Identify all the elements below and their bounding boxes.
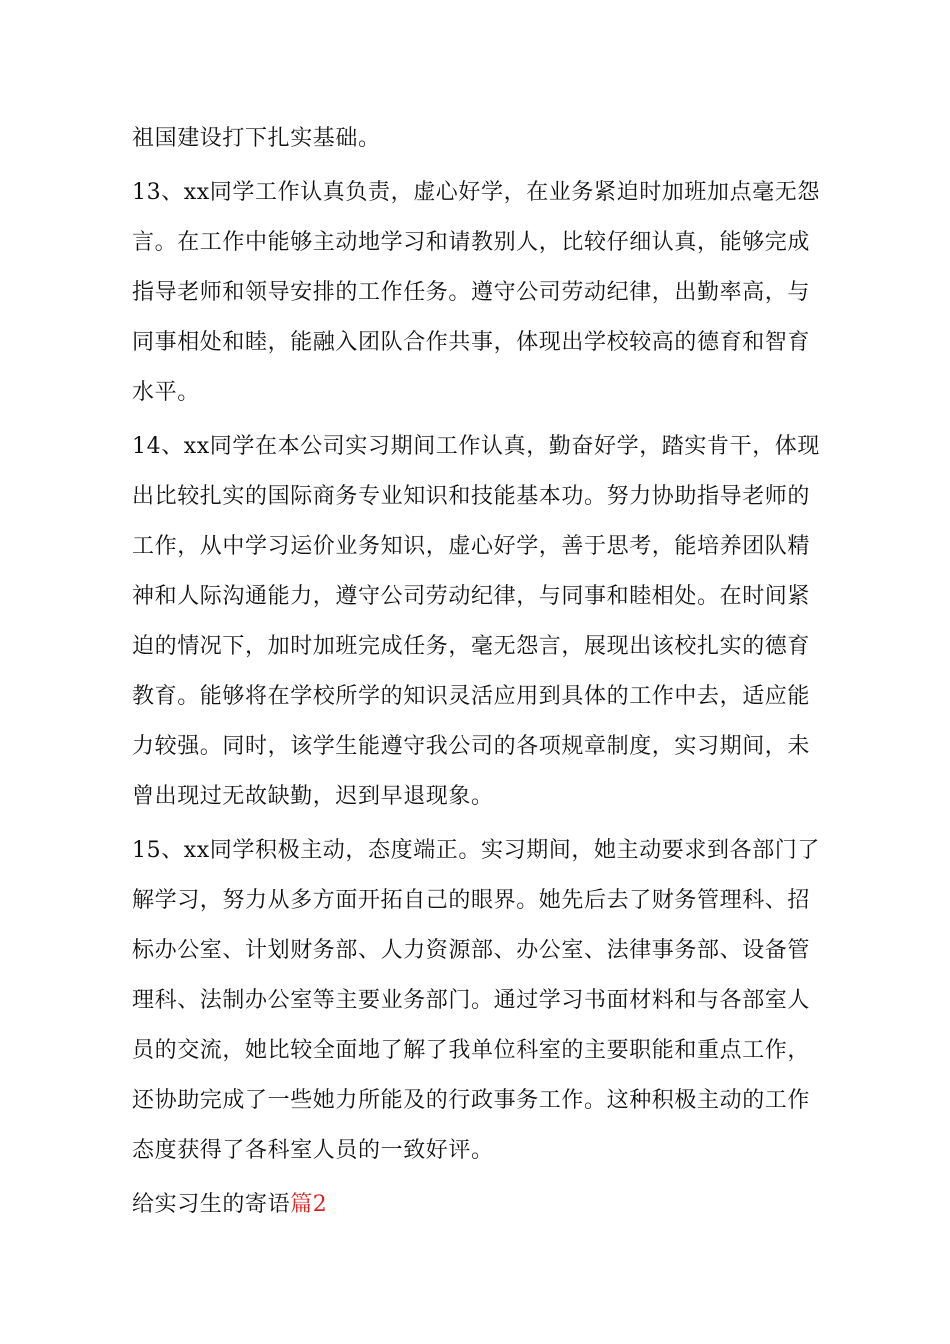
text-line: 迫的情况下，加时加班完成任务，毫无怨言，展现出该校扎实的德育 — [132, 634, 811, 659]
text-line: 15、xx同学积极主动，态度端正。实习期间，她主动要求到各部门了 — [132, 838, 821, 863]
text-line: 14、xx同学在本公司实习期间工作认真，勤奋好学，踏实肯干，体现 — [132, 434, 821, 459]
text-line: 指导老师和领导安排的工作任务。遵守公司劳动纪律，出勤率高，与 — [132, 280, 811, 305]
text-line: 同事相处和睦，能融入团队合作共事，体现出学校较高的德育和智育 — [132, 330, 811, 355]
text-line: 13、xx同学工作认真负责，虚心好学，在业务紧迫时加班加点毫无怨 — [132, 180, 821, 205]
text-line: 态度获得了各科室人员的一致好评。 — [132, 1138, 494, 1163]
heading-text: 给实习生的寄语 — [132, 1192, 291, 1217]
heading-suffix: 篇2 — [290, 1192, 328, 1217]
text-line: 水平。 — [132, 380, 200, 405]
text-line: 员的交流，她比较全面地了解了我单位科室的主要职能和重点工作， — [132, 1038, 811, 1063]
text-line: 理科、法制办公室等主要业务部门。通过学习书面材料和与各部室人 — [132, 988, 811, 1013]
section-heading — [132, 1190, 327, 1220]
text-line: 言。在工作中能够主动地学习和请教别人，比较仔细认真，能够完成 — [132, 230, 811, 255]
text-line: 标办公室、计划财务部、人力资源部、办公室、法律事务部、设备管 — [132, 938, 811, 963]
text-line: 曾出现过无故缺勤，迟到早退现象。 — [132, 784, 494, 809]
text-line: 解学习，努力从多方面开拓自己的眼界。她先后去了财务管理科、招 — [132, 888, 811, 913]
text-line: 出比较扎实的国际商务专业知识和技能基本功。努力协助指导老师的 — [132, 484, 811, 509]
text-line: 神和人际沟通能力，遵守公司劳动纪律，与同事和睦相处。在时间紧 — [132, 584, 811, 609]
text-line: 祖国建设打下扎实基础。 — [132, 126, 381, 151]
text-line: 力较强。同时，该学生能遵守我公司的各项规章制度，实习期间，未 — [132, 734, 811, 759]
text-line: 教育。能够将在学校所学的知识灵活应用到具体的工作中去，适应能 — [132, 684, 811, 709]
text-line: 还协助完成了一些她力所能及的行政事务工作。这种积极主动的工作 — [132, 1088, 811, 1113]
text-line: 工作，从中学习运价业务知识，虚心好学，善于思考，能培养团队精 — [132, 534, 811, 559]
